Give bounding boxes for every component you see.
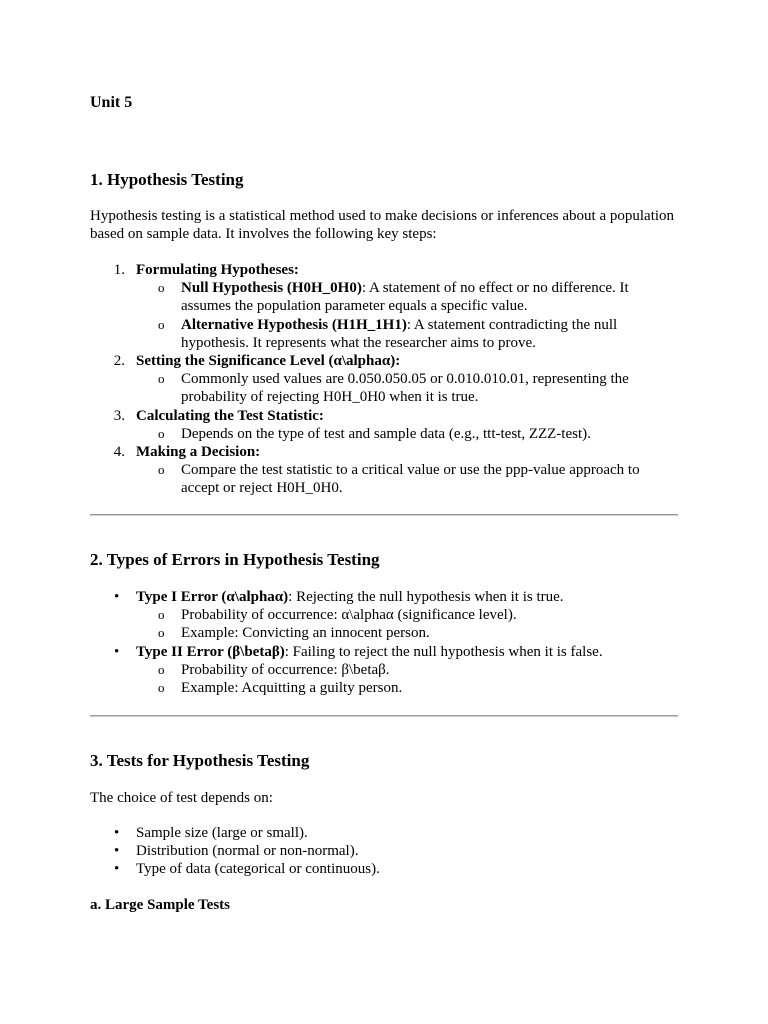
term-label: Type I Error (α\alphaα) (136, 589, 289, 606)
list-item-step (90, 261, 678, 352)
sub-list (136, 461, 678, 497)
list-number: 4. (113, 444, 125, 461)
list-item-step (90, 407, 678, 443)
sub-list-item (136, 661, 678, 679)
section-intro-paragraph: The choice of test depends on: (90, 790, 273, 807)
sub-bullet-marker: o (158, 625, 165, 641)
sub-list (136, 279, 678, 352)
section-heading-hypothesis-testing: 1. Hypothesis Testing (90, 170, 244, 189)
sub-bullet-marker: o (158, 462, 165, 478)
section-heading-types-of-errors: 2. Types of Errors in Hypothesis Testing (90, 550, 380, 570)
sub-item-text: Depends on the type of test and sample data (e.g., ttt-test, ZZZ-test). (181, 425, 591, 442)
sub-list-item (136, 370, 678, 406)
list-number: 2. (113, 353, 125, 370)
list-number: 1. (113, 262, 125, 278)
bullet-marker: • (114, 589, 120, 606)
unit-title: Unit 5 (90, 94, 133, 111)
bullet-marker: • (114, 825, 120, 842)
term-label: Null Hypothesis (H0H_0H0) (181, 280, 362, 297)
term-description: : Failing to reject the null hypothesis when it is false. (284, 643, 603, 660)
sub-bullet-marker: o (158, 607, 165, 623)
sub-list-item (136, 461, 678, 497)
list-item-text: Distribution (normal or non-normal). (136, 843, 359, 860)
list-item-error-type (90, 588, 678, 643)
term-description: : A statement contradicting the null hypothesis. It represents what the researcher aims to prove. (181, 316, 618, 351)
sub-item-text: Probability of occurrence: α\alphaα (significance level). (181, 607, 517, 624)
term-label: Type II Error (β\betaβ) (136, 643, 285, 660)
term-description: : A statement of no effect or no difference. It assumes the population parameter equals a specific value. (181, 280, 629, 315)
list-item-step (90, 443, 678, 498)
bullet-marker: • (114, 843, 120, 860)
sub-bullet-marker: o (158, 425, 165, 441)
sub-bullet-marker: o (158, 316, 165, 332)
horizontal-rule (90, 715, 678, 717)
sub-item-text: Probability of occurrence: β\betaβ. (181, 661, 390, 678)
bullet-marker: • (114, 643, 120, 660)
document-content (90, 0, 678, 914)
sub-list (136, 606, 678, 642)
hypothesis-steps-list (90, 261, 678, 498)
list-item (90, 824, 678, 842)
sub-list-item (136, 425, 678, 443)
step-title: Calculating the Test Statistic: (136, 407, 324, 424)
subsection-heading-large-sample-tests: a. Large Sample Tests (90, 897, 231, 914)
step-title: Making a Decision: (136, 444, 261, 461)
sub-item-text: Example: Convicting an innocent person. (181, 625, 430, 642)
list-number: 3. (113, 407, 125, 424)
sub-item-text: Example: Acquitting a guilty person. (181, 680, 403, 697)
list-item-step (90, 352, 678, 407)
sub-list (136, 425, 678, 443)
test-criteria-list (90, 824, 678, 879)
sub-item-text: Commonly used values are 0.050.050.05 or 0.010.010.01, representing the probability of rejecting H0H_0H0 when it is true. (181, 371, 629, 406)
list-item-text: Sample size (large or small). (136, 825, 308, 842)
sub-list-item (136, 624, 678, 642)
sub-list-item (136, 316, 678, 352)
bullet-marker: • (114, 861, 120, 878)
list-item (90, 842, 678, 860)
sub-bullet-marker: o (158, 680, 165, 696)
sub-list (136, 370, 678, 406)
sub-list-item (136, 606, 678, 624)
list-item-error-type (90, 643, 678, 698)
sub-bullet-marker: o (158, 371, 165, 387)
sub-bullet-marker: o (158, 661, 165, 677)
section-intro-paragraph: Hypothesis testing is a statistical method used to make decisions or inferences about a population based on sample data. It involves the following key steps: (90, 208, 675, 243)
step-title: Setting the Significance Level (α\alphaα): (136, 353, 401, 370)
term-description: : Rejecting the null hypothesis when it is true. (288, 589, 564, 606)
error-types-list (90, 588, 678, 697)
sub-list (136, 661, 678, 697)
sub-list-item (136, 679, 678, 697)
horizontal-rule (90, 514, 678, 516)
section-heading-tests: 3. Tests for Hypothesis Testing (90, 751, 310, 771)
sub-bullet-marker: o (158, 280, 165, 296)
step-title: Formulating Hypotheses: (136, 262, 299, 278)
term-label: Alternative Hypothesis (H1H_1H1) (181, 316, 407, 333)
list-item (90, 860, 678, 878)
sub-item-text: Compare the test statistic to a critical value or use the ppp-value approach to accept or reject H0H_0H0. (181, 462, 640, 497)
list-item-text: Type of data (categorical or continuous). (136, 861, 380, 878)
sub-list-item (136, 279, 678, 315)
